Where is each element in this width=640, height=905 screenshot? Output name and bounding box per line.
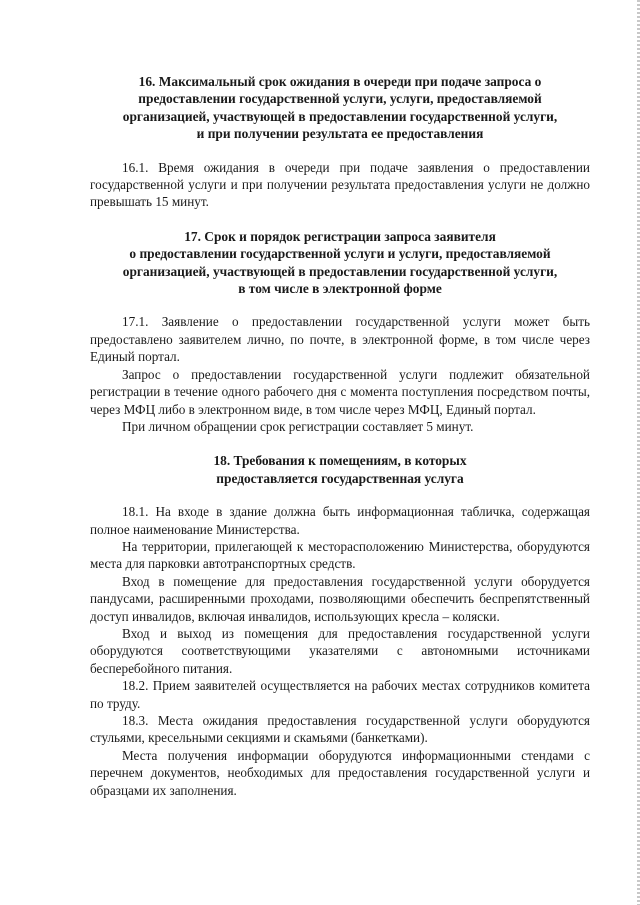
paragraph: 17.1. Заявление о предоставлении государственной услуги может быть предоставлено заявителем лично, по почте, в электронной форме, в том числе через Единый портал.	[90, 314, 590, 365]
heading-line: организацией, участвующей в предоставлении государственной услуги,	[122, 108, 558, 124]
heading-line: 17. Срок и порядок регистрации запроса заявителя	[184, 228, 496, 244]
section-17	[90, 228, 590, 435]
heading-line: предоставляется государственная услуга	[216, 470, 464, 486]
section-18	[90, 452, 590, 799]
heading-line: предоставлении государственной услуги, услуги, предоставляемой	[138, 91, 542, 107]
section-heading	[90, 228, 590, 298]
paragraph: Вход в помещение для предоставления государственной услуги оборудуется пандусами, расширенными проходами, позволяющими обеспечить беспрепятственный доступ инвалидов, включая инвалидов, использующих кресла – коляски.	[90, 573, 590, 624]
paragraph: Вход и выход из помещения для предоставления государственной услуги оборудуются соответствующими указателями с автономными источниками бесперебойного питания.	[90, 625, 590, 676]
heading-line: в том числе в электронной форме	[238, 281, 442, 297]
paragraph: 18.2. Прием заявителей осуществляется на рабочих местах сотрудников комитета по труду.	[90, 678, 590, 711]
heading-line: 16. Максимальный срок ожидания в очереди при подаче запроса о	[138, 74, 542, 89]
paragraph: 18.3. Места ожидания предоставления государственной услуги оборудуются стульями, кресельными секциями и скамьями (банкетками).	[90, 713, 590, 746]
paragraph: 16.1. Время ожидания в очереди при подаче заявления о предоставлении государственной услуги и при получении результата предоставления услуги не должно превышать 15 минут.	[90, 159, 590, 210]
document-body	[90, 73, 590, 799]
heading-line: о предоставлении государственной услуги и услуги, предоставляемой	[129, 246, 551, 262]
paragraph: 18.1. На входе в здание должна быть информационная табличка, содержащая полное наименование Министерства.	[90, 504, 590, 537]
paragraph: Запрос о предоставлении государственной услуги подлежит обязательной регистрации в течение одного рабочего дня с момента поступления посредством почты, через МФЦ либо в электронном виде, в том числе через МФЦ, Единый портал.	[90, 366, 590, 417]
paragraph: При личном обращении срок регистрации составляет 5 минут.	[122, 418, 474, 434]
section-16	[90, 73, 590, 211]
section-heading	[90, 452, 590, 487]
paragraph: Места получения информации оборудуются информационными стендами с перечнем документов, необходимых для предоставления государственной услуги и образцами их заполнения.	[90, 747, 590, 798]
section-heading	[90, 73, 590, 143]
paragraph: На территории, прилегающей к месторасположению Министерства, оборудуются места для парковки автотранспортных средств.	[90, 538, 590, 572]
heading-line: и при получении результата ее предоставления	[196, 126, 484, 142]
heading-line: 18. Требования к помещениям, в которых	[213, 453, 467, 469]
heading-line: организацией, участвующей в предоставлении государственной услуги,	[122, 263, 558, 279]
